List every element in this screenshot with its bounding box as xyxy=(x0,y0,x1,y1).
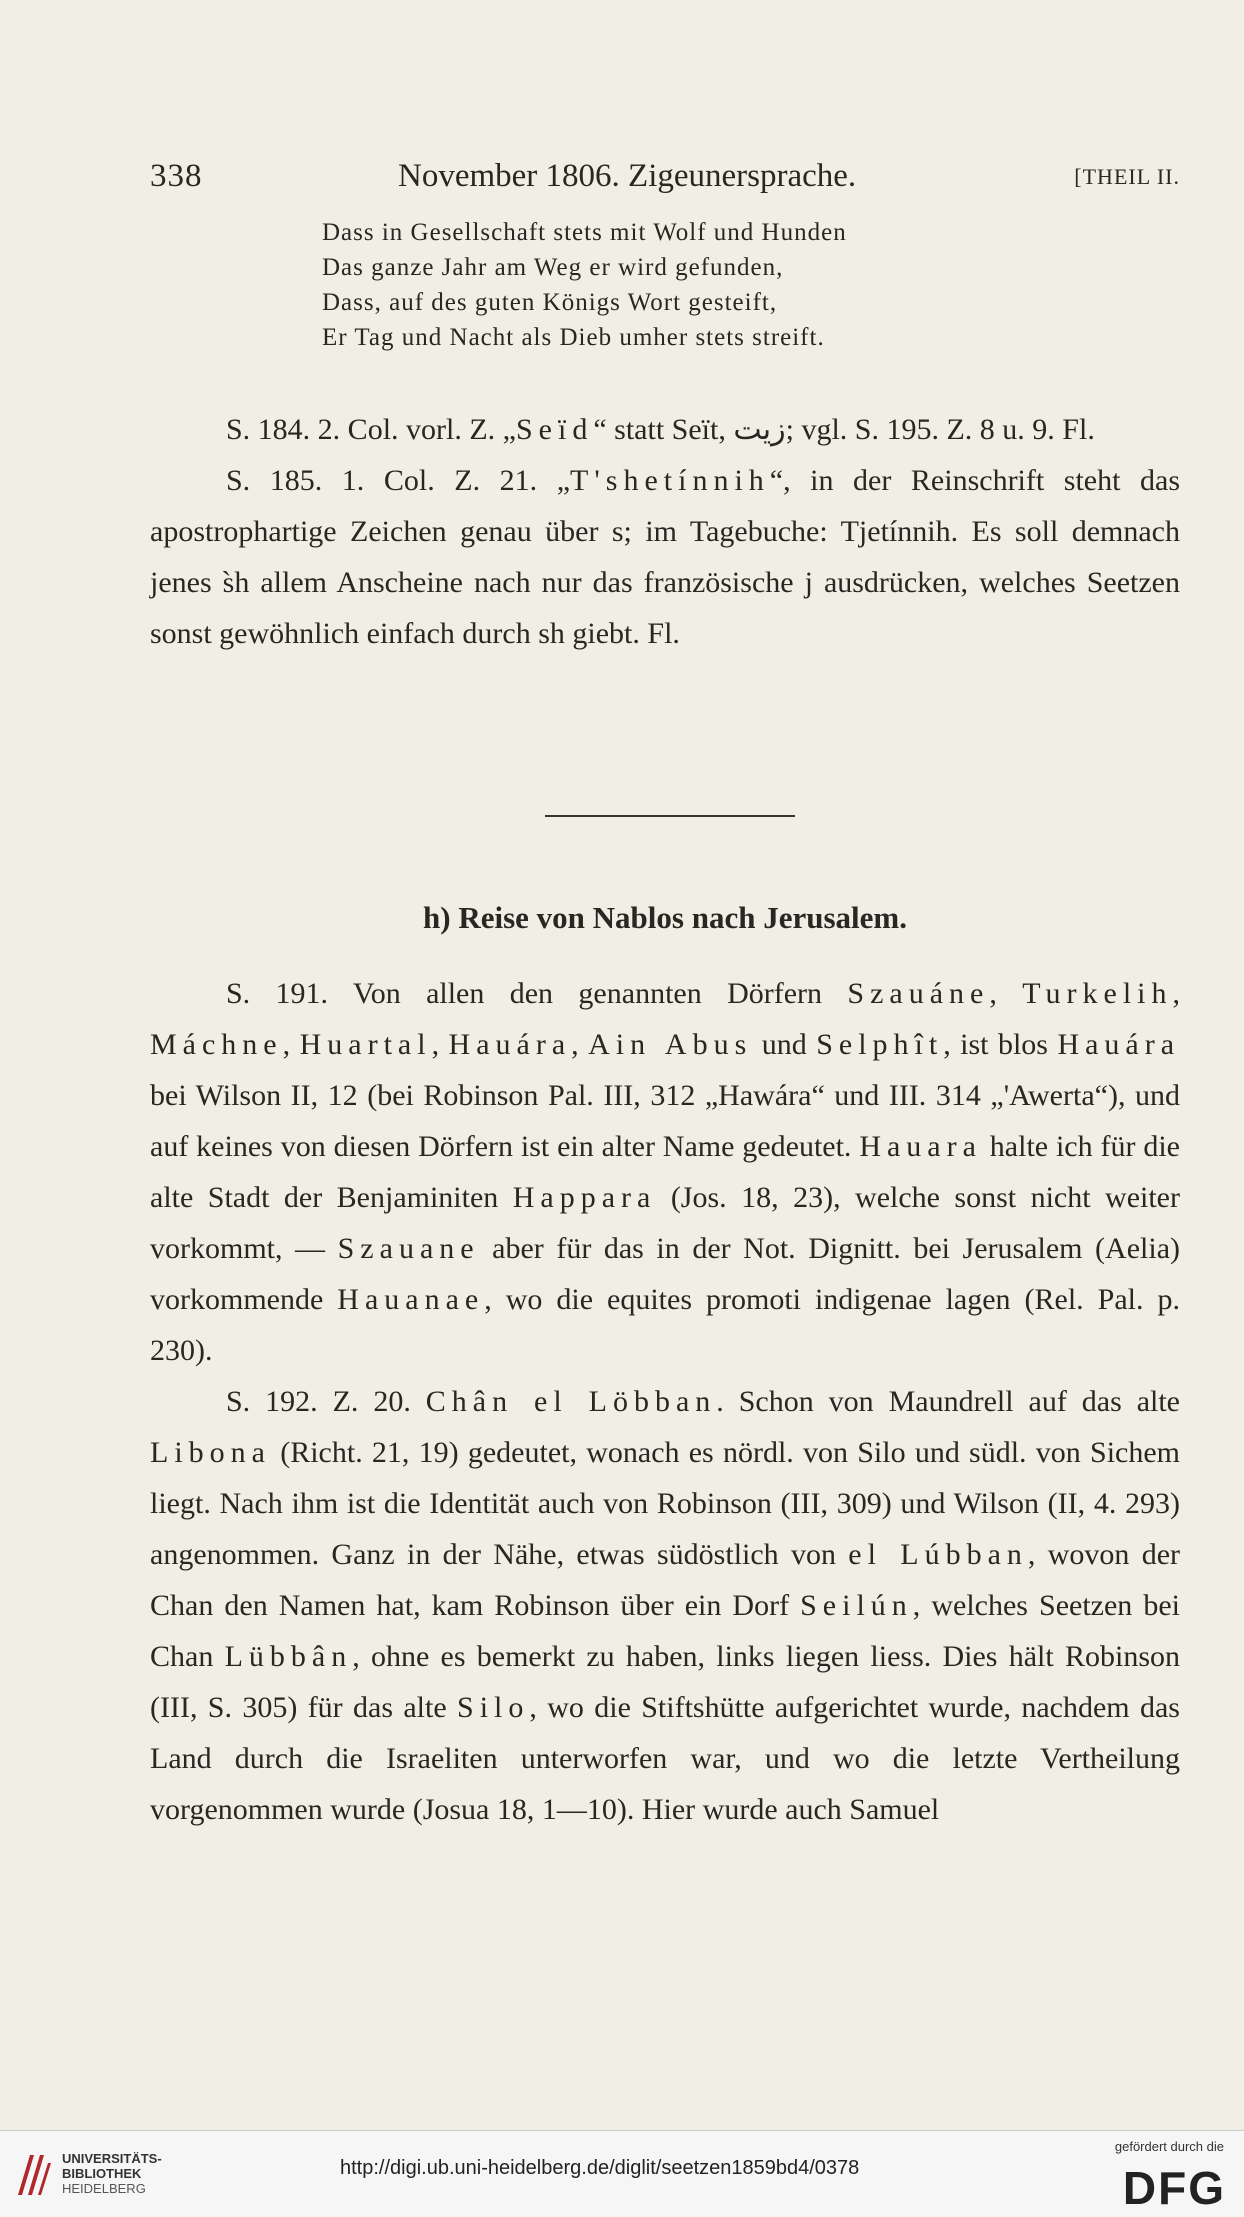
poem-line: Das ganze Jahr am Weg er wird gefunden, xyxy=(322,254,784,281)
notes-block xyxy=(150,404,1180,659)
note-paragraph: S. 185. 1. Col. Z. 21. „T'shetínnih“, in der Reinschrift steht das apostrophartige Zeichen genau über s; im Tagebuche: Tjetínnih. Es soll demnach jenes s̀h allem Anscheine nach nur das französische j ausdrücken, welches Seetzen sonst gewöhnlich einfach durch sh giebt. Fl. xyxy=(150,464,1180,650)
running-title: November 1806. Zigeunersprache. xyxy=(398,158,857,194)
library-name: UNIVERSITÄTS- BIBLIOTHEK HEIDELBERG xyxy=(62,2151,162,2196)
poem-line: Dass in Gesellschaft stets mit Wolf und Hunden xyxy=(322,219,847,246)
part-label: [THEIL II. xyxy=(1074,164,1180,189)
note-paragraph: S. 184. 2. Col. vorl. Z. „Seïd“ statt Seït, زيت; vgl. S. 195. Z. 8 u. 9. Fl. xyxy=(226,413,1095,446)
poem-line: Er Tag und Nacht als Dieb umher stets streift. xyxy=(322,324,825,351)
poem-line: Dass, auf des guten Königs Wort gesteift, xyxy=(322,289,778,316)
dfg-logo: DFG xyxy=(1122,2162,1226,2214)
page-number: 338 xyxy=(150,158,203,194)
body-paragraph: S. 192. Z. 20. Chân el Löbban. Schon von Maundrell auf das alte Libona (Richt. 21, 19) gedeutet, wonach es nördl. von Silo und südl. von Sichem liegt. Nach ihm ist die Identität auch von Robinson (III, 309) und Wilson (II, 4. 293) angenommen. Ganz in der Nähe, etwas südöstlich von el Lúbban, wovon der Chan den Namen hat, kam Robinson über ein Dorf Seilún, welches Seetzen bei Chan Lübbân, ohne es bemerkt zu haben, links liegen liess. Dies hält Robinson (III, S. 305) für das alte Silo, wo die Stiftshütte aufgerichtet wurde, nachdem das Land durch die Israeliten unterworfen war, und wo die letzte Vertheilung vorgenommen wurde (Josua 18, 1—10). Hier wurde auch Samuel xyxy=(150,1385,1180,1826)
poem-block xyxy=(322,215,847,355)
body-paragraph: S. 191. Von allen den genannten Dörfern Szauáne, Turkelih, Máchne, Huartal, Hauára, Ain Abus und Selphît, ist blos Hauára bei Wilson II, 12 (bei Robinson Pal. III, 312 „Hawára“ und III. 314 „'Awerta“), und auf keines von diesen Dörfern ist ein alter Name gedeutet. Hauara halte ich für die alte Stadt der Benjaminiten Happara (Jos. 18, 23), welche sonst nicht weiter vorkommt, — Szauane aber für das in der Not. Dignitt. bei Jerusalem (Aelia) vorkommende Hauanae, wo die equites promoti indigenae lagen (Rel. Pal. p. 230). xyxy=(150,977,1181,1367)
library-logo-icon xyxy=(14,2151,52,2197)
section-heading: h) Reise von Nablos nach Jerusalem. xyxy=(423,900,907,935)
page-header xyxy=(150,158,1180,202)
body-text xyxy=(150,968,1180,1835)
viewer-footer xyxy=(0,2130,1244,2217)
arabic-word: زيت xyxy=(733,413,786,446)
permalink-link[interactable]: http://digi.ub.uni-heidelberg.de/diglit/seetzen1859bd4/0378 xyxy=(340,2157,860,2179)
section-divider xyxy=(545,815,795,817)
funding-note: gefördert durch die xyxy=(1114,2139,1224,2154)
